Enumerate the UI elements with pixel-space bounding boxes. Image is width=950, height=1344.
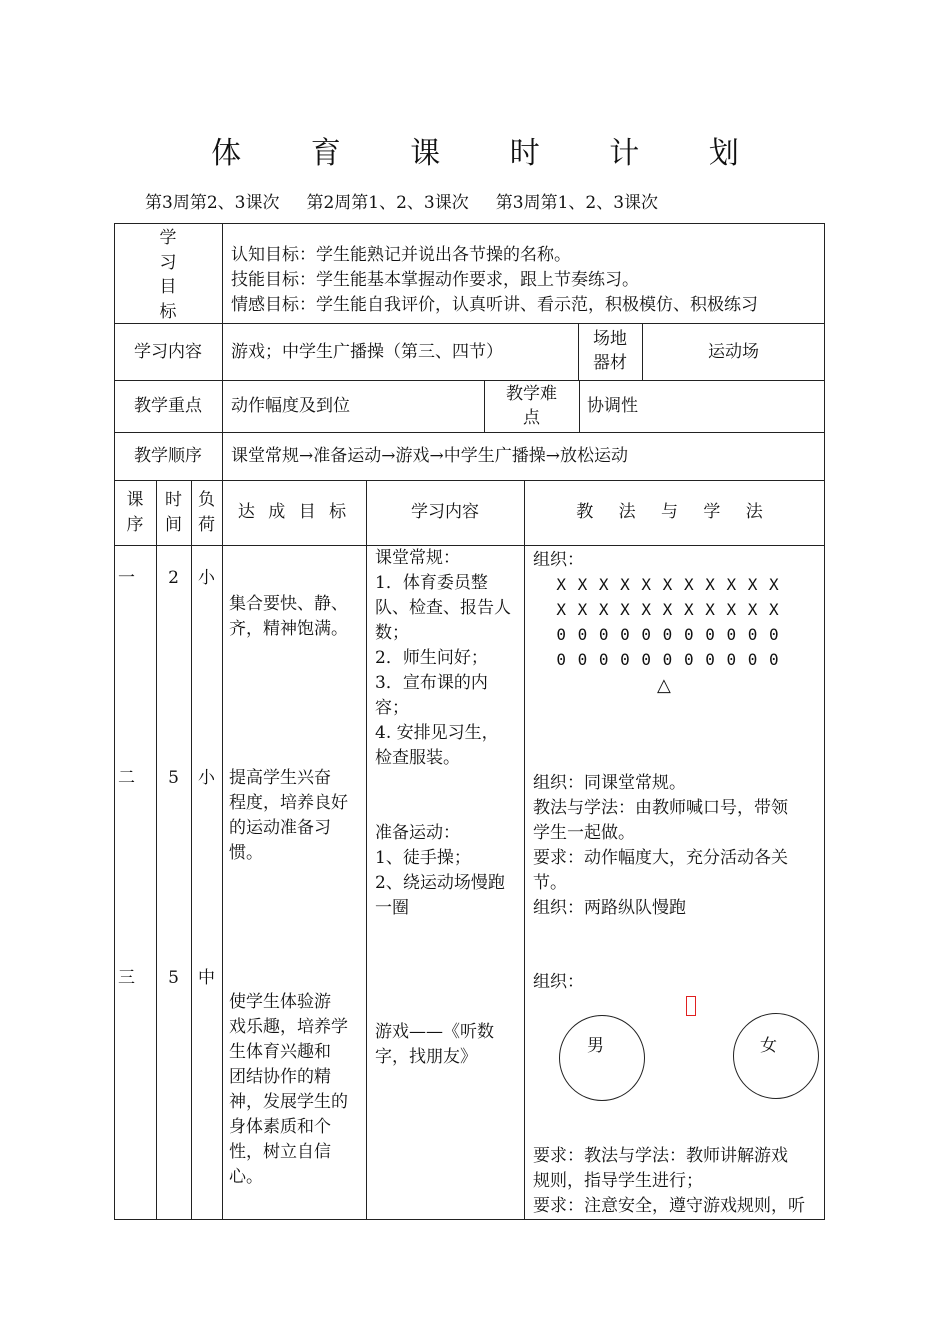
col-divider bbox=[579, 380, 580, 432]
difficulty-label: 教学难 点 bbox=[506, 384, 557, 428]
week-schedule-line: 第3周第2、3课次 第2周第1、2、3课次 第3周第1、2、3课次 bbox=[145, 193, 659, 213]
red-marker-icon bbox=[686, 996, 696, 1016]
section-1-load: 小 bbox=[198, 568, 215, 588]
objectives-text bbox=[231, 243, 823, 318]
section-3-method-title: 组织： bbox=[533, 972, 584, 992]
header-load: 负 荷 bbox=[198, 490, 215, 535]
girls-label: 女 bbox=[760, 1036, 777, 1056]
section-1-content: 课堂常规： 1．体育委员整 队、检查、报告人 数； 2．师生问好； 3．宣布课的内 容； 4. 安排见习生， 检查服装。 bbox=[375, 548, 511, 768]
section-2-goal: 提高学生兴奋 程度，培养良好 的运动准备习 惯。 bbox=[229, 768, 348, 863]
content-label: 学习内容 bbox=[134, 342, 202, 362]
row-divider bbox=[114, 380, 825, 381]
venue-label: 场地 器材 bbox=[593, 329, 627, 373]
col-divider bbox=[222, 223, 223, 480]
section-1-method-title: 组织： bbox=[533, 550, 584, 570]
focus-value: 动作幅度及到位 bbox=[231, 396, 350, 416]
section-3-load: 中 bbox=[198, 968, 215, 988]
row-divider bbox=[114, 480, 825, 481]
header-goal: 达 成 目 标 bbox=[237, 502, 351, 522]
section-1-order: 一 bbox=[118, 568, 135, 588]
section-2-content: 准备运动： 1、徒手操； 2、绕运动场慢跑 一圈 bbox=[375, 823, 505, 918]
difficulty-value: 协调性 bbox=[587, 396, 638, 416]
sequence-value: 课堂常规→准备运动→游戏→中学生广播操→放松运动 bbox=[231, 446, 628, 466]
venue-value: 运动场 bbox=[708, 342, 759, 362]
formation-row: X X X X X X X X X X X bbox=[556, 575, 780, 594]
section-3-method: 要求：教法与学法：教师讲解游戏 规则，指导学生进行； 要求：注意安全，遵守游戏规则，听 bbox=[533, 1146, 805, 1216]
header-content: 学习内容 bbox=[411, 502, 479, 522]
content-value: 游戏；中学生广播操（第三、四节） bbox=[231, 342, 503, 362]
col-divider bbox=[156, 480, 157, 1220]
header-order: 课 序 bbox=[126, 490, 144, 535]
section-2-time: 5 bbox=[168, 768, 179, 788]
objectives-label: 学 习 目 标 bbox=[159, 228, 177, 322]
col-divider bbox=[366, 480, 367, 1220]
formation-diagram bbox=[524, 572, 812, 672]
affective-objective: 情感目标：学生能自我评价，认真听讲、看示范，积极模仿、积极练习 bbox=[231, 295, 758, 315]
section-1-time: 2 bbox=[168, 568, 179, 588]
section-3-order: 三 bbox=[118, 968, 135, 988]
formation-row: X X X X X X X X X X X bbox=[556, 600, 780, 619]
col-divider bbox=[191, 480, 192, 1220]
section-3-content: 游戏——《听数 字，找朋友》 bbox=[375, 1022, 494, 1067]
sequence-label: 教学顺序 bbox=[134, 446, 202, 466]
header-time: 时 间 bbox=[165, 490, 182, 535]
boys-label: 男 bbox=[587, 1036, 604, 1056]
row-divider bbox=[114, 432, 825, 433]
skill-objective: 技能目标：学生能基本掌握动作要求，跟上节奏练习。 bbox=[231, 270, 639, 290]
section-2-method: 组织：同课堂常规。 教法与学法：由教师喊口号，带领 学生一起做。 要求：动作幅度大，充分活动各关 节。 组织：两路纵队慢跑 bbox=[533, 773, 788, 918]
header-method: 教 法 与 学 法 bbox=[576, 502, 773, 522]
section-2-load: 小 bbox=[198, 768, 215, 788]
cognitive-objective: 认知目标：学生能熟记并说出各节操的名称。 bbox=[231, 245, 571, 265]
focus-label: 教学重点 bbox=[134, 396, 202, 416]
formation-row: 0 0 0 0 0 0 0 0 0 0 0 bbox=[556, 625, 780, 644]
section-3-time: 5 bbox=[168, 968, 179, 988]
page-title: 体 育 课 时 计 划 bbox=[211, 136, 769, 171]
section-1-goal: 集合要快、静、 齐，精神饱满。 bbox=[229, 594, 348, 639]
teacher-triangle-icon: △ bbox=[657, 675, 671, 696]
col-divider bbox=[222, 480, 223, 1220]
formation-row: 0 0 0 0 0 0 0 0 0 0 0 bbox=[556, 650, 780, 669]
section-2-order: 二 bbox=[118, 768, 135, 788]
section-3-goal: 使学生体验游 戏乐趣，培养学 生体育兴趣和 团结协作的精 神，发展学生的 身体素质和个 性，树立自信 心。 bbox=[229, 992, 348, 1187]
